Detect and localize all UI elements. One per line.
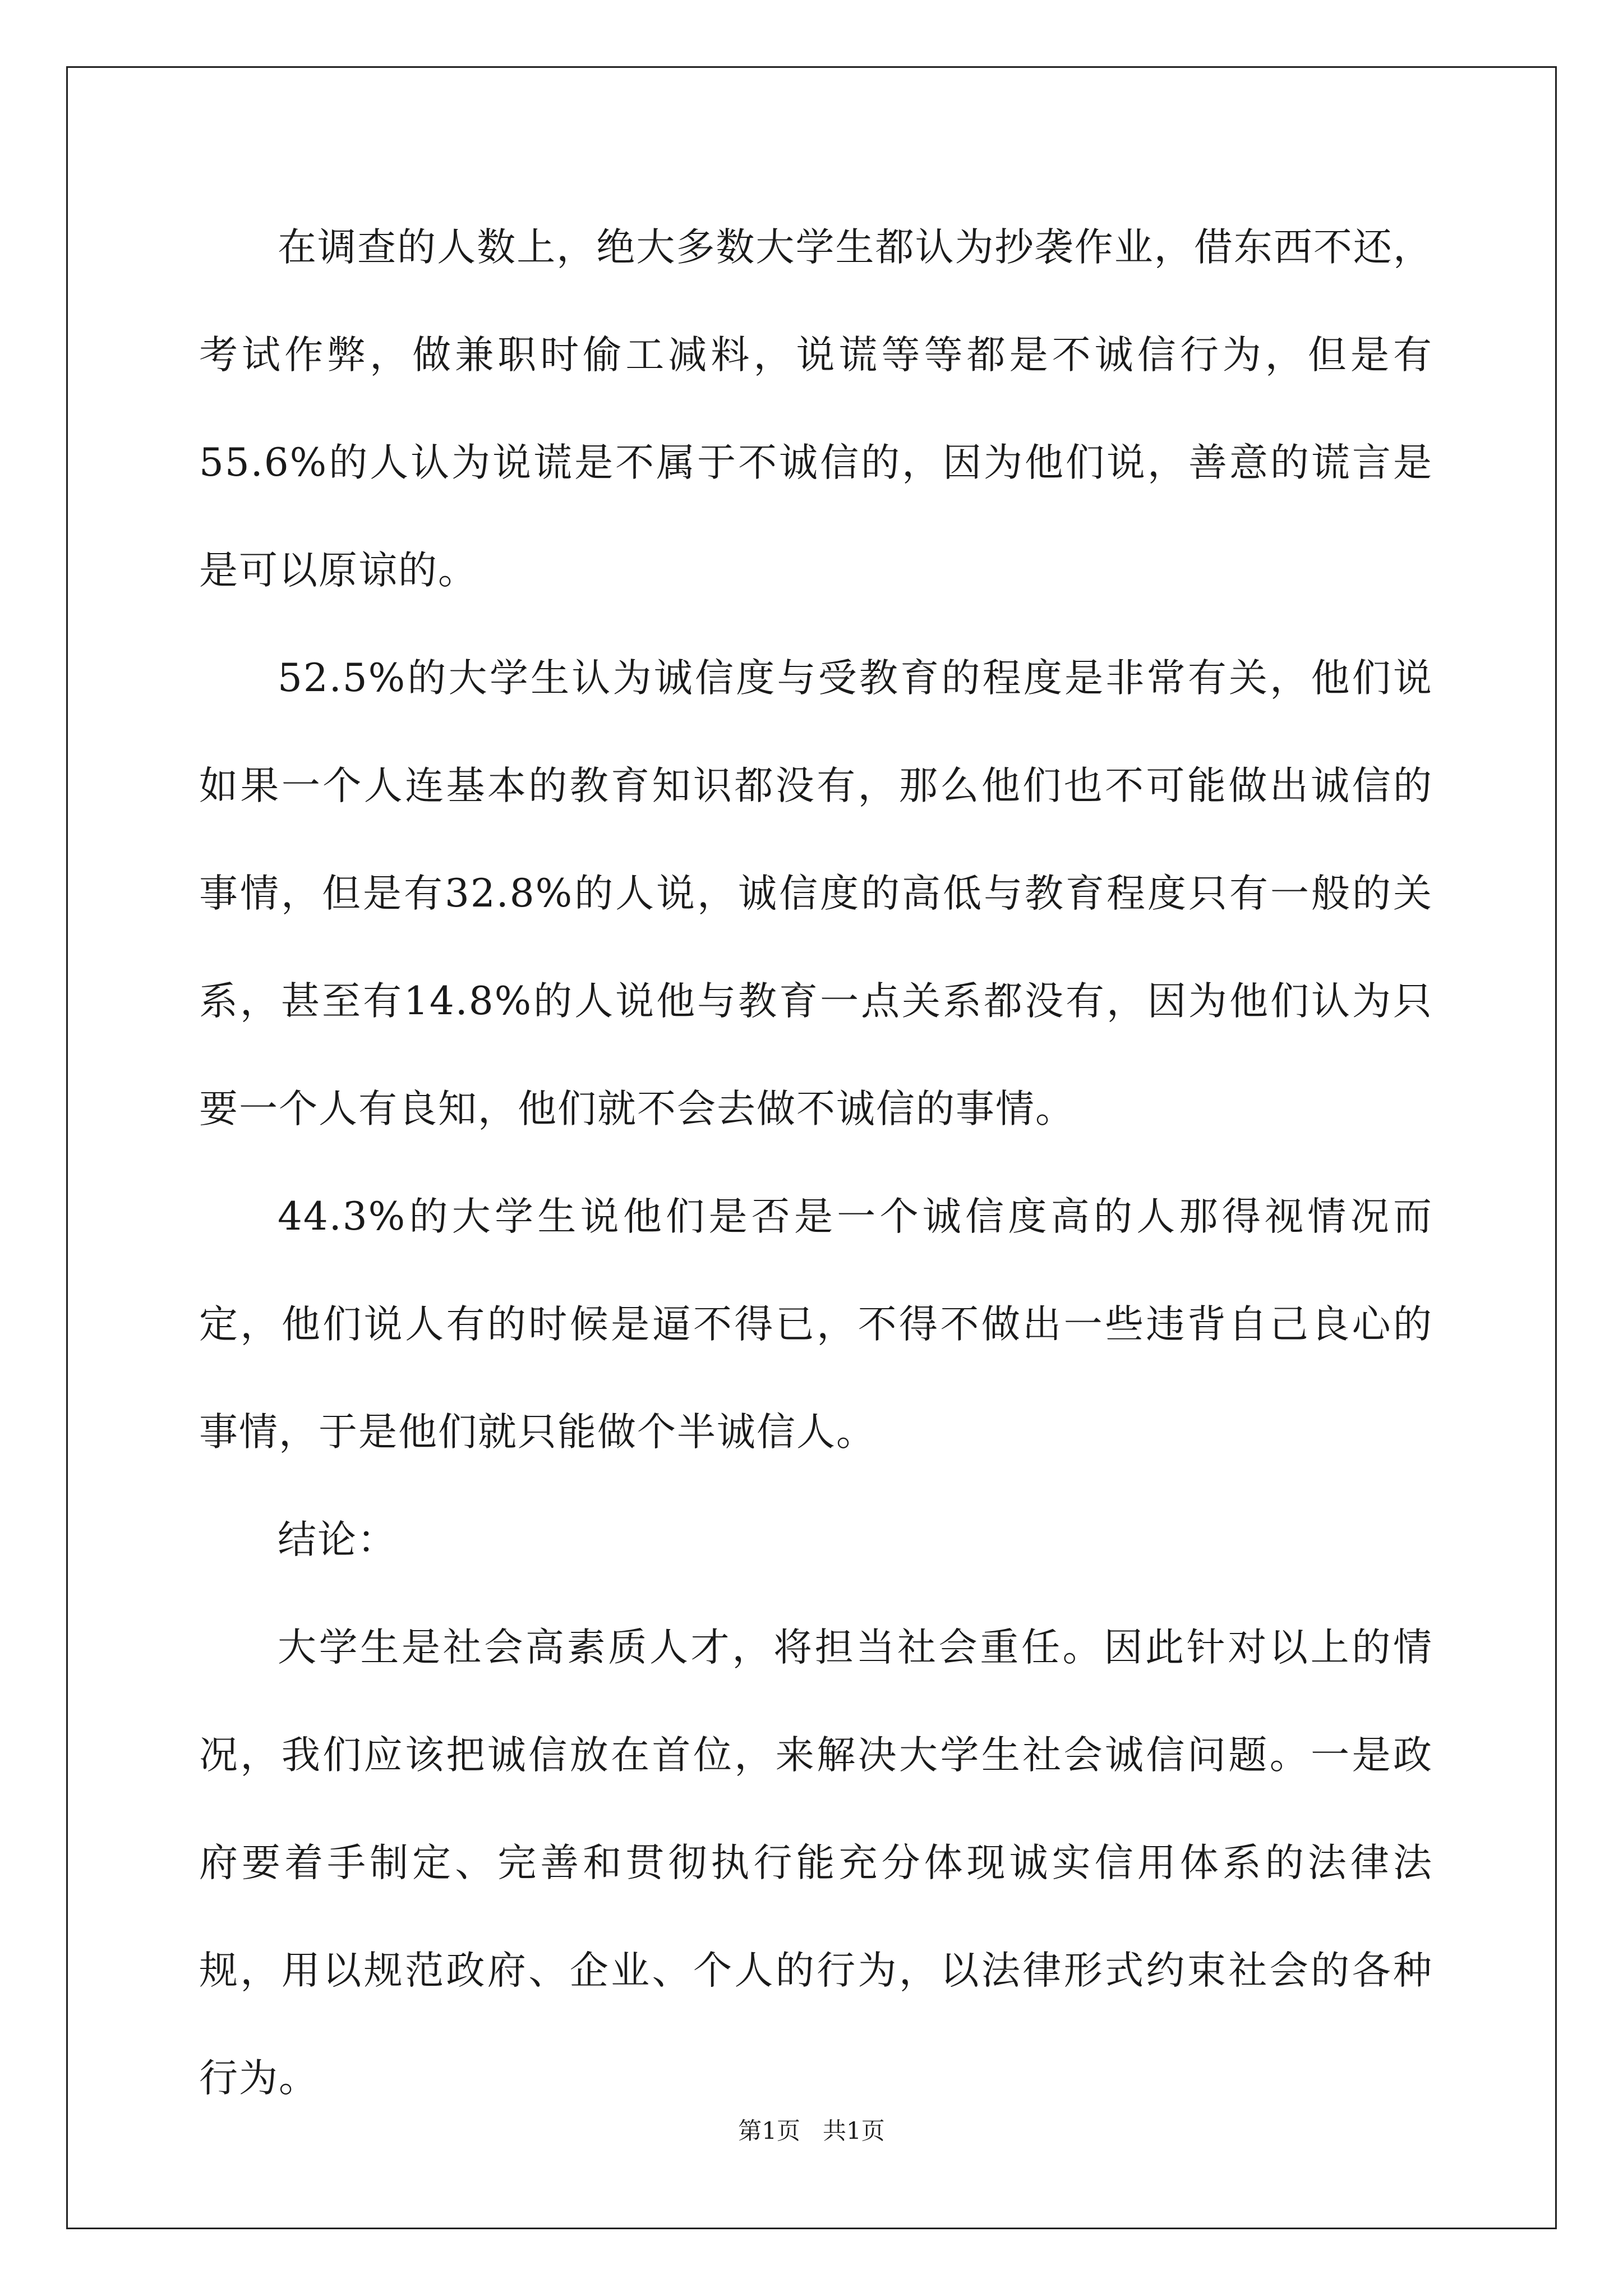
paragraph-survey-results: 在调查的人数上，绝大多数大学生都认为抄袭作业，借东西不还，考试作弊，做兼职时偷工减料，说谎等等都是不诚信行为，但是有55.6%的人认为说谎是不属于不诚信的，因为他们说，善意的谎言是是可以原谅的。 bbox=[199, 225, 1433, 593]
paragraph-education-relation: 52.5%的大学生认为诚信度与受教育的程度是非常有关，他们说如果一个人连基本的教育知识都没有，那么他们也不可能做出诚信的事情，但是有32.8%的人说，诚信度的高低与教育程度只有一般的关系，甚至有14.8%的人说他与教育一点关系都没有，因为他们认为只要一个人有良知，他们就不会去做不诚信的事情。 bbox=[199, 656, 1433, 1131]
paragraph-conclusion-heading: 结论： bbox=[278, 1517, 397, 1562]
page-number-footer: 第1页 共1页 bbox=[738, 2117, 885, 2145]
paragraph-situational-honesty: 44.3%的大学生说他们是否是一个诚信度高的人那得视情况而定，他们说人有的时候是逼不得已，不得不做出一些违背自己良心的事情，于是他们就只能做个半诚信人。 bbox=[199, 1194, 1433, 1455]
document-body bbox=[199, 194, 1433, 2132]
paragraph-conclusion-body: 大学生是社会高素质人才，将担当社会重任。因此针对以上的情况，我们应该把诚信放在首位，来解决大学生社会诚信问题。一是政府要着手制定、完善和贯彻执行能充分体现诚实信用体系的法律法规，用以规范政府、企业、个人的行为，以法律形式约束社会的各种行为。 bbox=[199, 1625, 1433, 2101]
